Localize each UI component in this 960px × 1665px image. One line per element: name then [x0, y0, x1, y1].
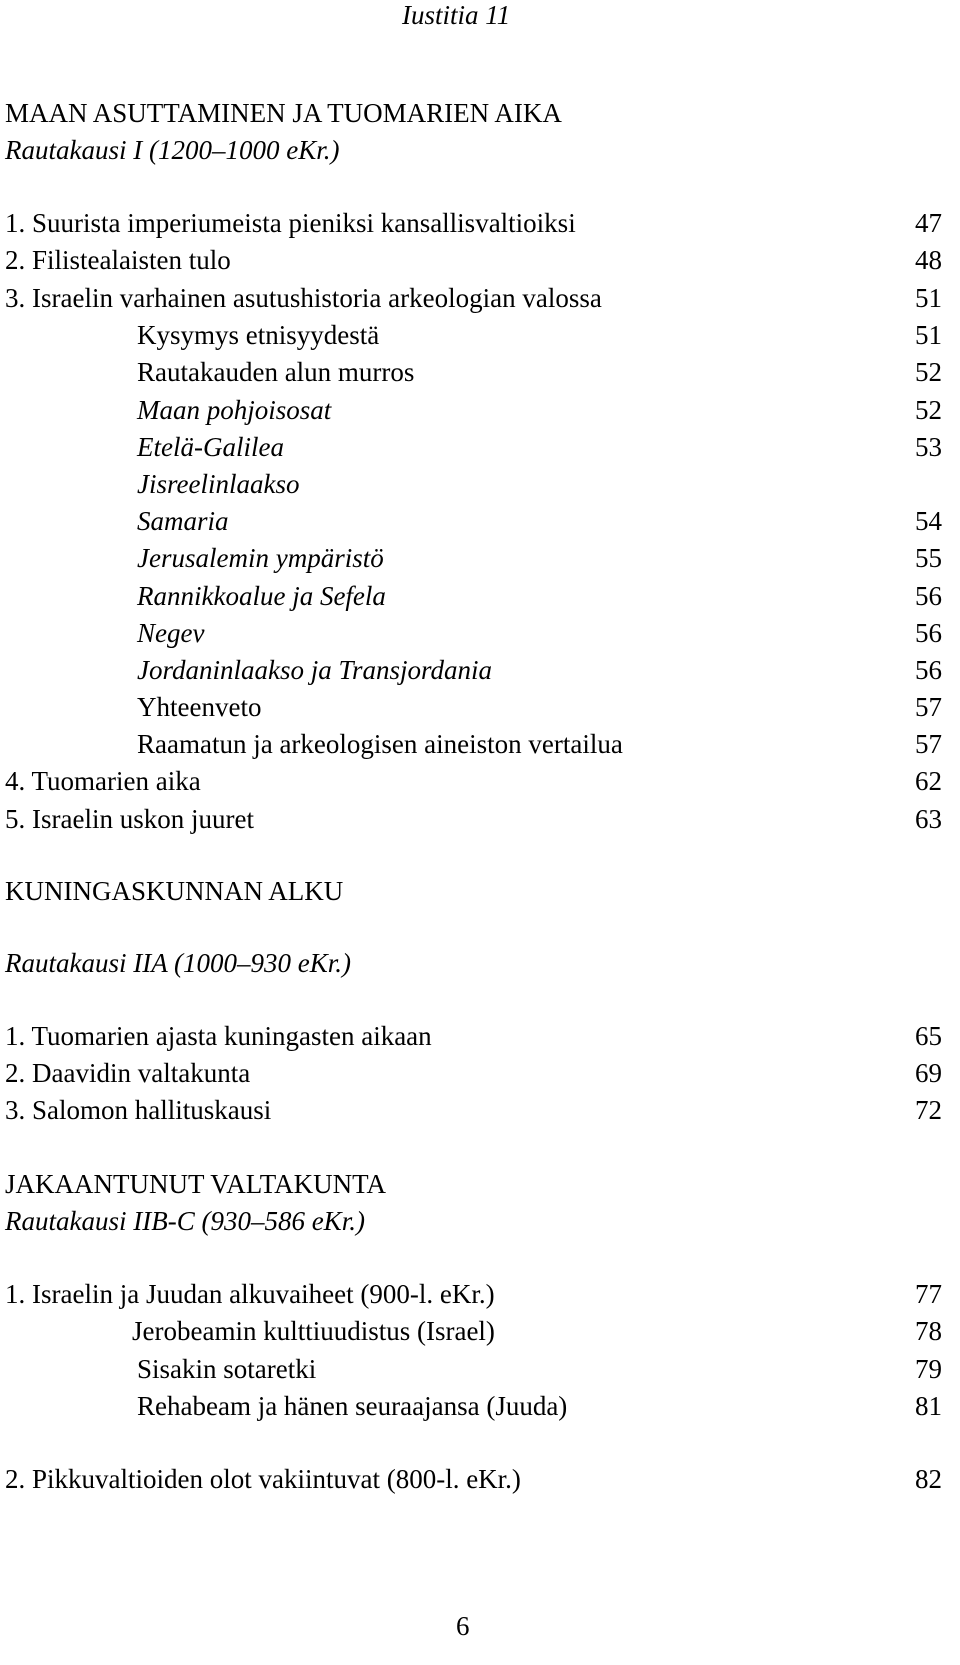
toc-entry-label: Jisreelinlaakso	[137, 469, 300, 499]
toc-subentry	[0, 620, 960, 654]
toc-entry-label: Etelä-Galilea	[137, 432, 284, 462]
toc-entry-label: 4. Tuomarien aika	[5, 766, 201, 796]
section-heading: MAAN ASUTTAMINEN JA TUOMARIEN AIKA	[5, 98, 562, 128]
toc-entry-page: 78	[915, 1316, 942, 1346]
toc-entry-label: Samaria	[137, 506, 229, 536]
section-heading: KUNINGASKUNNAN ALKU	[5, 876, 344, 906]
toc-entry	[0, 285, 960, 319]
toc-subentry	[0, 1356, 960, 1390]
toc-entry-label: 1. Israelin ja Juudan alkuvaiheet (900-l. eKr.)	[5, 1279, 495, 1309]
toc-entry-label: Rehabeam ja hänen seuraajansa (Juuda)	[137, 1391, 568, 1421]
toc-entry-label: Sisakin sotaretki	[137, 1354, 317, 1384]
toc-entry-label: 1. Tuomarien ajasta kuningasten aikaan	[5, 1021, 432, 1051]
toc-entry	[0, 1466, 960, 1500]
toc-subentry	[0, 657, 960, 691]
running-header: Iustitia 11	[402, 0, 511, 30]
toc-entry	[0, 768, 960, 802]
toc-subentry	[0, 508, 960, 542]
toc-entry-page: 81	[915, 1391, 942, 1421]
toc-entry-page: 55	[915, 543, 942, 573]
toc-entry-page: 69	[915, 1058, 942, 1088]
toc-subentry	[0, 434, 960, 468]
toc-entry-page: 51	[915, 320, 942, 350]
toc-entry-label: Yhteenveto	[137, 692, 262, 722]
toc-entry-page: 56	[915, 655, 942, 685]
toc-subentry	[0, 359, 960, 393]
section-heading: JAKAANTUNUT VALTAKUNTA	[5, 1169, 386, 1199]
toc-entry-label: Jordaninlaakso ja Transjordania	[137, 655, 493, 685]
toc-entry-page: 48	[915, 245, 942, 275]
section-subheading: Rautakausi IIB-C (930–586 eKr.)	[5, 1206, 365, 1236]
toc-subentry	[0, 397, 960, 431]
toc-entry-label: Rannikkoalue ja Sefela	[137, 581, 386, 611]
section-subheading: Rautakausi IIA (1000–930 eKr.)	[5, 948, 351, 978]
toc-entry-page: 52	[915, 357, 942, 387]
toc-entry-page: 65	[915, 1021, 942, 1051]
toc-entry-page: 57	[915, 729, 942, 759]
toc-subentry	[0, 471, 960, 505]
toc-entry-page: 56	[915, 618, 942, 648]
section-subheading: Rautakausi I (1200–1000 eKr.)	[5, 135, 340, 165]
toc-entry-label: 1. Suurista imperiumeista pieniksi kansallisvaltioiksi	[5, 208, 576, 238]
toc-subentry	[0, 322, 960, 356]
toc-entry-page: 47	[915, 208, 942, 238]
toc-entry-label: 3. Salomon hallituskausi	[5, 1095, 272, 1125]
toc-entry-label: 2. Pikkuvaltioiden olot vakiintuvat (800-l. eKr.)	[5, 1464, 521, 1494]
toc-subentry	[0, 731, 960, 765]
toc-entry-page: 53	[915, 432, 942, 462]
toc-entry	[0, 210, 960, 244]
toc-entry-label: Jerobeamin kulttiuudistus (Israel)	[132, 1316, 495, 1346]
toc-subentry	[0, 545, 960, 579]
toc-entry-label: 3. Israelin varhainen asutushistoria arkeologian valossa	[5, 283, 602, 313]
toc-entry	[0, 1281, 960, 1315]
toc-entry-page: 57	[915, 692, 942, 722]
toc-subentry	[0, 694, 960, 728]
toc-entry-page: 82	[915, 1464, 942, 1494]
toc-entry-page: 51	[915, 283, 942, 313]
toc-subentry	[0, 583, 960, 617]
toc-entry-page: 56	[915, 581, 942, 611]
toc-entry-page: 79	[915, 1354, 942, 1384]
toc-entry-label: 2. Daavidin valtakunta	[5, 1058, 251, 1088]
toc-entry-page: 72	[915, 1095, 942, 1125]
toc-entry-page: 52	[915, 395, 942, 425]
toc-subentry	[0, 1393, 960, 1427]
toc-entry-label: Raamatun ja arkeologisen aineiston vertailua	[137, 729, 623, 759]
toc-entry	[0, 1023, 960, 1057]
toc-entry	[0, 1060, 960, 1094]
toc-entry-label: Maan pohjoisosat	[137, 395, 332, 425]
toc-entry-page: 77	[915, 1279, 942, 1309]
toc-entry-page: 62	[915, 766, 942, 796]
toc-entry	[0, 1097, 960, 1131]
toc-entry-label: Negev	[137, 618, 205, 648]
toc-entry-page: 54	[915, 506, 942, 536]
toc-entry-label: Jerusalemin ympäristö	[137, 543, 384, 573]
toc-entry-label: Kysymys etnisyydestä	[137, 320, 380, 350]
page-number: 6	[456, 1611, 470, 1641]
toc-entry-label: 5. Israelin uskon juuret	[5, 804, 254, 834]
toc-entry-label: Rautakauden alun murros	[137, 357, 415, 387]
toc-entry-label: 2. Filistealaisten tulo	[5, 245, 231, 275]
toc-entry	[0, 806, 960, 840]
toc-entry	[0, 247, 960, 281]
toc-entry-page: 63	[915, 804, 942, 834]
toc-subentry	[0, 1318, 960, 1352]
